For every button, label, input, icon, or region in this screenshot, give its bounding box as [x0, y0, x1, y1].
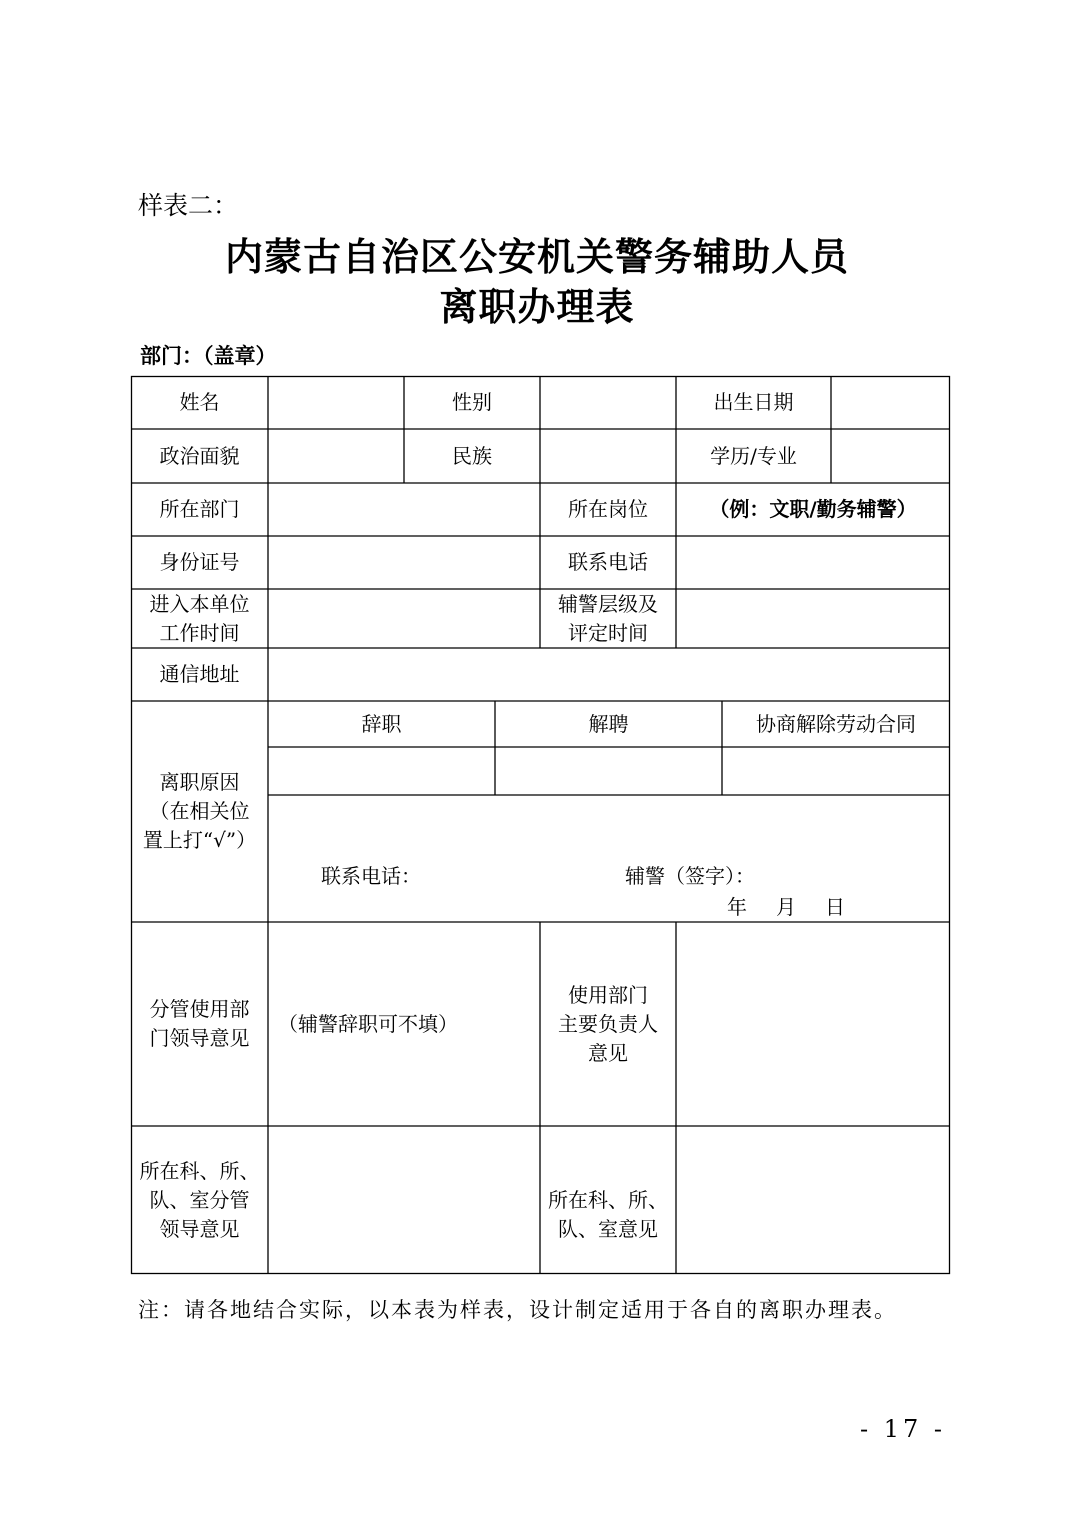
ethnicity-field[interactable] [540, 429, 676, 483]
gender-label: 性别 [452, 390, 492, 414]
reason-check-dismiss[interactable] [495, 747, 722, 795]
page-number: - 17 - [860, 1415, 947, 1443]
resignation-form-table [131, 376, 950, 1274]
level-label: 辅警层级及 评定时间 [558, 591, 658, 645]
id-number-field[interactable] [268, 536, 540, 589]
section-leader-opinion-field[interactable] [268, 1126, 540, 1274]
resignation-reason-label: 离职原因 （在相关位 置上打“√”） [142, 770, 257, 852]
contact-phone-label: 联系电话 [568, 550, 648, 574]
date-day-label: 日 [825, 895, 845, 919]
head-opinion-field[interactable] [676, 922, 950, 1126]
section-opinion-label: 所在科、所、 队、室意见 [548, 1188, 668, 1241]
reason-check-mutual-termination[interactable] [722, 747, 950, 795]
head-opinion-label: 使用部门 主要负责人 意见 [558, 982, 658, 1065]
political-status-label: 政治面貌 [159, 443, 240, 468]
ethnicity-label: 民族 [452, 443, 492, 468]
birth-date-field[interactable] [831, 376, 950, 429]
reason-option-dismiss: 解聘 [588, 711, 629, 736]
entry-date-field[interactable] [268, 589, 540, 648]
reason-check-resign[interactable] [268, 747, 495, 795]
education-field[interactable] [831, 429, 950, 483]
address-label: 通信地址 [159, 662, 240, 686]
leader-opinion-label: 分管使用部 门领导意见 [149, 997, 250, 1050]
post-field[interactable]: （例：文职/勤务辅警） [709, 497, 917, 521]
id-number-label: 身份证号 [159, 550, 240, 574]
department-stamp-label: 部门：（盖章） [140, 343, 277, 368]
gender-field[interactable] [540, 376, 676, 429]
sample-label: 样表二： [138, 191, 239, 220]
post-label: 所在岗位 [568, 497, 648, 521]
address-field[interactable] [268, 648, 950, 701]
signature-phone-label: 联系电话： [321, 864, 421, 888]
department-label: 所在部门 [159, 497, 240, 521]
political-status-field[interactable] [268, 429, 404, 483]
footer-note: 注：请各地结合实际，以本表为样表，设计制定适用于各自的离职办理表。 [138, 1298, 897, 1322]
section-opinion-field[interactable] [676, 1126, 950, 1274]
leader-opinion-field[interactable]: （辅警辞职可不填） [278, 1011, 458, 1036]
level-field[interactable] [676, 589, 950, 648]
form-title-line1: 内蒙古自治区公安机关警务辅助人员 [224, 234, 849, 279]
name-field[interactable] [268, 376, 404, 429]
section-leader-opinion-label: 所在科、所、 队、室分管 领导意见 [139, 1158, 260, 1241]
education-label: 学历/专业 [710, 443, 797, 468]
date-month-label: 月 [776, 895, 796, 919]
department-field[interactable] [268, 483, 540, 536]
reason-option-resign: 辞职 [361, 711, 402, 736]
birth-date-label: 出生日期 [713, 390, 794, 414]
contact-phone-field[interactable] [676, 536, 950, 589]
reason-option-mutual-termination: 协商解除劳动合同 [756, 711, 916, 736]
entry-date-label: 进入本单位 工作时间 [149, 591, 250, 645]
date-year-label: 年 [727, 895, 747, 919]
name-label: 姓名 [179, 390, 220, 414]
form-title-line2: 离职办理表 [439, 284, 635, 329]
auxiliary-signature-label: 辅警（签字）： [625, 864, 755, 888]
